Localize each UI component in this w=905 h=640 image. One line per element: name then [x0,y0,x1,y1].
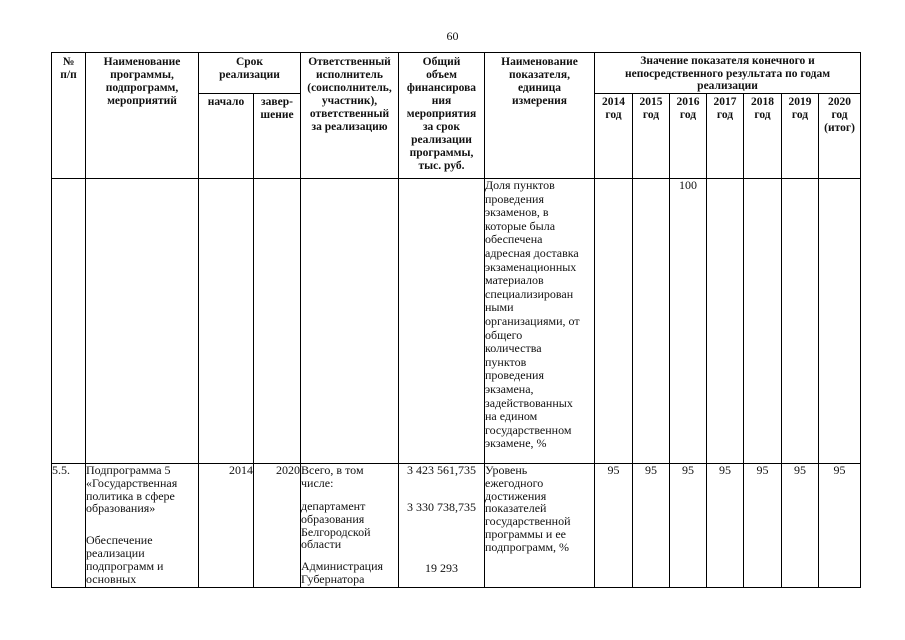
row-1-value-2018 [744,179,782,464]
row-2-funding-cell [399,464,485,588]
row-2-responsible-cell [301,464,399,588]
page-number: 60 [446,29,459,43]
row-2-value-2020: 95 [819,464,861,588]
row-2-amount-total: 3 423 561,735 [407,463,476,477]
row-1-indicator: Доля пунктов проведения экзаменов, в которые была обеспечена адресная доставка экзаменационных материалов специализирован ными организациями, от общего количества пунктов проведения экзамена, задействованных на едином государственном экзамене, % [485,179,595,464]
header-funding: Общий объем финансирова ния мероприятия за срок реализации программы, тыс. руб. [399,53,485,179]
row-2-amount-department: 3 330 738,735 [407,499,476,514]
table-row [52,179,861,464]
header-year-2015: 2015 год [633,94,670,179]
header-year-2020: 2020 год (итог) [819,94,861,179]
header-term-start: начало [199,94,254,179]
row-2-value-2018: 95 [744,464,782,588]
row-1-value-2017 [707,179,744,464]
row-1-value-2015 [633,179,670,464]
header-year-2016: 2016 год [670,94,707,179]
row-2-value-2019: 95 [782,464,819,588]
header-term: Срок реализации [199,53,301,94]
row-2-end-year: 2020 [254,464,301,588]
row-2-indicator: Уровень ежегодного достижения показателей государственной программы и ее подпрограмм, % [485,464,595,588]
row-2-name-cell [86,464,199,588]
row-2-executor-department: департамент образования Белгородской области [301,499,371,552]
header-row-top [52,53,861,94]
header-responsible: Ответственный исполнитель (соисполнитель, участник), ответственный за реализацию [301,53,399,179]
row-1-value-2016: 100 [670,179,707,464]
row-1-responsible-cell [301,179,399,464]
row-2-program-title: Подпрограмма 5 «Государственная политика в сфере образования» [86,463,178,516]
header-year-2017: 2017 год [707,94,744,179]
header-num: № п/п [52,53,86,179]
row-2-executor-total: Всего, в том числе: [301,463,364,490]
table-row [52,464,861,588]
row-2-num: 5.5. [52,464,86,588]
row-2-program-description: Обеспечение реализации подпрограмм и основных [86,533,164,586]
header-term-end: завер- шение [254,94,301,179]
row-1-start-cell [199,179,254,464]
row-2-value-2017: 95 [707,464,744,588]
row-1-name-cell [86,179,199,464]
row-2-amount-administration: 19 293 [425,560,458,575]
row-1-value-2020 [819,179,861,464]
header-indicator: Наименование показателя, единица измерения [485,53,595,179]
row-1-end-cell [254,179,301,464]
row-2-value-2015: 95 [633,464,670,588]
row-2-executor-administration: Администрация Губернатора [301,559,384,587]
row-1-funding-cell [399,179,485,464]
header-name: Наименование программы, подпрограмм, мероприятий [86,53,199,179]
row-2-value-2016: 95 [670,464,707,588]
row-2-start-year: 2014 [199,464,254,588]
header-year-2014: 2014 год [595,94,633,179]
row-1-value-2019 [782,179,819,464]
row-1-value-2014 [595,179,633,464]
indicators-table [51,52,861,588]
header-year-2019: 2019 год [782,94,819,179]
row-2-value-2014: 95 [595,464,633,588]
row-1-num-cell [52,179,86,464]
header-values: Значение показателя конечного и непосредственного результата по годам реализации [595,53,861,94]
header-year-2018: 2018 год [744,94,782,179]
